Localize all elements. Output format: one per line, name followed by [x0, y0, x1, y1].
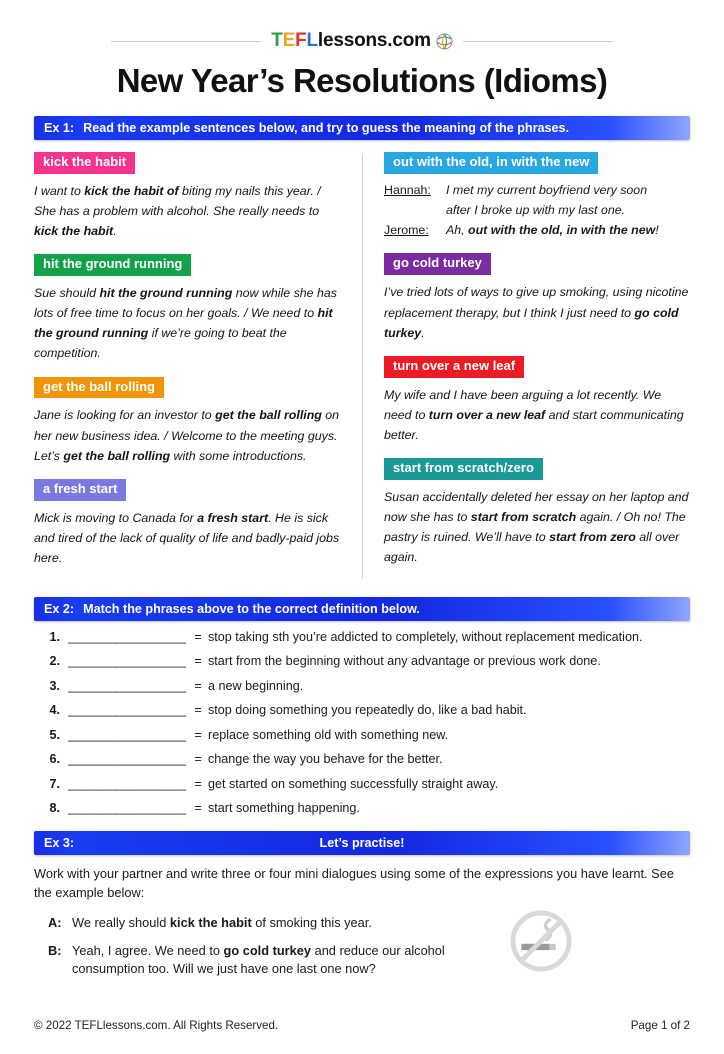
globe-icon: [436, 33, 453, 50]
equals-sign: =: [194, 801, 202, 816]
equals-sign: =: [194, 752, 202, 767]
match-row: [34, 752, 690, 766]
idiom-sentence-run-0: I want to: [34, 183, 85, 198]
logo-letter-e: E: [282, 30, 296, 51]
exercise-2-instruction: Match the phrases above to the correct definition below.: [83, 601, 420, 616]
idiom-example-sentence: [384, 385, 690, 445]
example-line-run-2: and reduce our alcohol consumption too. Will we just have one last one now?: [72, 942, 445, 977]
equals-sign: =: [194, 654, 202, 669]
dialogue-speaker: Hannah:: [384, 182, 431, 197]
idiom-example-sentence: [34, 405, 344, 465]
idiom-tag: out with the old, in with the new: [384, 152, 598, 174]
dialogue-text-run-2: !: [655, 222, 659, 237]
idiom-sentence-run-3: start from zero: [549, 530, 636, 545]
match-definition: a new beginning.: [208, 678, 304, 693]
match-definition: replace something old with something new.: [208, 727, 449, 742]
match-row: [34, 801, 690, 815]
tefllessons-logo: [271, 30, 453, 52]
example-line-run-1: go cold turkey: [223, 942, 312, 958]
idiom-sentence-run-2: . He is sick and tired of the lack of quality of life and badly-paid jobs here.: [34, 510, 340, 565]
page-title: New Year’s Resolutions (Idioms): [116, 62, 608, 99]
exercise-3-label: Ex 3:: [44, 836, 75, 851]
idiom-sentence-run-4: with some introductions.: [170, 448, 307, 463]
idiom-sentence-run-2: now while she has lots of free time to focus on her goals. / We need to: [34, 286, 337, 321]
idiom-tag: start from scratch/zero: [384, 458, 543, 480]
match-definition: get started on something successfully straight away.: [208, 776, 499, 791]
match-row: [34, 654, 690, 668]
brand-rule-right: [463, 41, 613, 42]
example-line-run-1: kick the habit: [169, 914, 252, 930]
match-number: 2.: [49, 654, 60, 669]
match-answer-blank[interactable]: ________________: [68, 727, 187, 742]
practice-instructions: Work with your partner and write three or four mini dialogues using some of the expressions you have learnt. See the example below:: [34, 866, 674, 901]
example-line-run-0: Yeah, I agree. We need to: [72, 942, 224, 958]
no-smoking-icon: [506, 906, 576, 976]
match-answer-blank[interactable]: ________________: [68, 801, 187, 816]
equals-sign: =: [194, 776, 202, 791]
idiom-example-sentence: [34, 508, 344, 568]
idiom-block-right-1: [384, 253, 690, 342]
idiom-sentence-run-2: on her new business idea. / Welcome to the meeting guys. Let’s: [34, 408, 340, 463]
dialogue-text-cont-run-0: after I broke up with my last one.: [446, 202, 626, 217]
match-number: 7.: [49, 776, 60, 791]
idiom-tag: get the ball rolling: [34, 377, 164, 399]
idiom-sentence-run-4: all over again.: [384, 530, 680, 565]
idiom-block-left-1: [34, 254, 344, 363]
idiom-example-sentence: [384, 487, 690, 567]
brand-rule-left: [111, 41, 261, 42]
idiom-block-right-0: [384, 152, 690, 240]
dialogue-text: [446, 221, 659, 241]
example-dialogue-row: [34, 942, 690, 980]
idiom-sentence-run-0: Mick is moving to Canada for: [34, 510, 198, 525]
idiom-sentence-run-1: get the ball rolling: [215, 408, 322, 423]
example-line-text: [72, 942, 502, 980]
match-row: [34, 703, 690, 717]
match-number: 3.: [49, 678, 60, 693]
idiom-sentence-run-2: .: [421, 325, 425, 340]
equals-sign: =: [194, 727, 202, 742]
idiom-sentence-run-2: and start communicating better.: [384, 407, 684, 442]
dialogue-speaker: Jerome:: [384, 222, 429, 237]
idiom-block-left-0: [34, 152, 344, 241]
equals-sign: =: [194, 629, 202, 644]
idiom-example-sentence: [34, 181, 344, 241]
match-number: 4.: [49, 703, 60, 718]
idiom-block-right-2: [384, 356, 690, 445]
exercise-1-label: Ex 1:: [44, 121, 75, 135]
match-answer-blank[interactable]: ________________: [68, 678, 187, 693]
idiom-tag: a fresh start: [34, 479, 126, 501]
exercise-3-header: [34, 831, 690, 855]
dialogue-text: [446, 181, 647, 201]
logo-letter-f: F: [295, 30, 307, 51]
idiom-tag: kick the habit: [34, 152, 135, 174]
idiom-example-sentence: [384, 282, 690, 342]
dialogue-text-run-1: out with the old, in with the new: [468, 222, 656, 237]
dialogue-text-run-0: Ah,: [446, 222, 469, 237]
idiom-sentence-run-0: My wife and I have been arguing a lot recently. We need to: [384, 387, 662, 422]
example-speaker: B:: [48, 942, 62, 958]
idiom-sentence-run-1: go cold turkey: [384, 305, 679, 340]
idiom-tag: turn over a new leaf: [384, 356, 524, 378]
idiom-sentence-run-1: a fresh start: [197, 510, 269, 525]
match-answer-blank[interactable]: ________________: [68, 752, 187, 767]
example-dialogue: [34, 914, 690, 980]
worksheet-page: [0, 30, 724, 1054]
match-definition: start something happening.: [208, 801, 360, 816]
idiom-tag: hit the ground running: [34, 254, 191, 276]
idiom-tag: go cold turkey: [384, 253, 491, 275]
match-definition: change the way you behave for the better.: [208, 752, 443, 767]
idiom-sentence-run-3: hit the ground running: [34, 306, 333, 341]
match-answer-blank[interactable]: ________________: [68, 776, 187, 791]
idiom-block-left-2: [34, 377, 344, 466]
idiom-sentence-run-1: hit the ground running: [99, 286, 233, 301]
match-definition: stop doing something you repeatedly do, like a bad habit.: [208, 703, 527, 718]
match-answer-blank[interactable]: ________________: [68, 703, 187, 718]
idiom-sentence-run-3: get the ball rolling: [63, 448, 171, 463]
match-number: 5.: [49, 727, 60, 742]
idiom-sentence-run-0: Susan accidentally deleted her essay on her laptop and now she has to: [384, 489, 689, 524]
match-number: 8.: [49, 801, 60, 816]
example-line-run-2: of smoking this year.: [251, 914, 372, 930]
idiom-block-left-3: [34, 479, 344, 568]
idiom-columns: [34, 152, 690, 581]
exercise-1-header: [34, 116, 690, 140]
idiom-column-right: [362, 152, 690, 581]
idiom-sentence-run-0: Jane is looking for an investor to: [34, 408, 216, 423]
brand-header: [34, 30, 690, 52]
dialogue-line: [384, 221, 690, 241]
example-line-text: [72, 914, 502, 933]
match-answer-blank[interactable]: ________________: [68, 629, 187, 644]
equals-sign: =: [194, 703, 202, 718]
page-number: Page 1 of 2: [630, 1019, 690, 1032]
equals-sign: =: [194, 678, 202, 693]
match-row: [34, 728, 690, 742]
match-number: 1.: [49, 629, 60, 644]
dialogue-text-run-0: I met my current boyfriend very soon: [446, 182, 648, 197]
match-answer-blank[interactable]: ________________: [68, 654, 187, 669]
logo-letter-l: L: [306, 30, 318, 51]
dialogue-line: [384, 181, 690, 201]
example-dialogue-row: [34, 914, 690, 933]
idiom-sentence-run-2: again. / Oh no! The pastry is ruined. We’ll have to: [384, 509, 686, 545]
exercise-2-label: Ex 2:: [44, 601, 75, 616]
match-definition: start from the beginning without any advantage or previous work done.: [208, 654, 601, 669]
idiom-sentence-run-4: if we’re going to beat the competition.: [34, 326, 287, 361]
match-definition: stop taking sth you’re addicted to completely, without replacement medication.: [208, 629, 643, 644]
logo-wordmark: lessons.com: [317, 30, 431, 51]
match-number: 6.: [49, 752, 60, 767]
example-line-run-0: We really should: [72, 914, 170, 930]
copyright-text: © 2022 TEFLlessons.com. All Rights Reserved.: [34, 1019, 279, 1032]
idiom-sentence-run-0: Sue should: [34, 286, 100, 301]
match-row: [34, 777, 690, 791]
idiom-sentence-run-1: turn over a new leaf: [428, 407, 546, 422]
idiom-column-left: [34, 152, 362, 581]
example-speaker: A:: [48, 914, 62, 930]
exercise-3-instruction: Let’s practise!: [319, 836, 405, 851]
idiom-sentence-run-0: I’ve tried lots of ways to give up smoking, using nicotine replacement therapy, but I think I just need to: [384, 285, 689, 320]
dialogue-text-continued: [384, 201, 690, 221]
idiom-sentence-run-3: kick the habit: [34, 224, 114, 239]
matching-list: [34, 630, 690, 816]
match-row: [34, 679, 690, 693]
idiom-block-right-3: [384, 458, 690, 567]
column-divider: [362, 154, 363, 579]
idiom-sentence-run-1: start from scratch: [470, 509, 577, 524]
idiom-example-sentence: [34, 283, 344, 363]
exercise-1-instruction: Read the example sentences below, and try to guess the meaning of the phrases.: [83, 121, 570, 135]
idiom-sentence-run-1: kick the habit of: [84, 183, 179, 198]
idiom-sentence-run-4: .: [113, 224, 117, 239]
exercise-2-header: [34, 597, 690, 621]
idiom-sentence-run-2: biting my nails this year. / She has a problem with alcohol. She really needs to: [34, 183, 321, 219]
page-footer: [34, 1019, 690, 1032]
match-row: [34, 630, 690, 644]
logo-letter-t: T: [271, 30, 283, 51]
